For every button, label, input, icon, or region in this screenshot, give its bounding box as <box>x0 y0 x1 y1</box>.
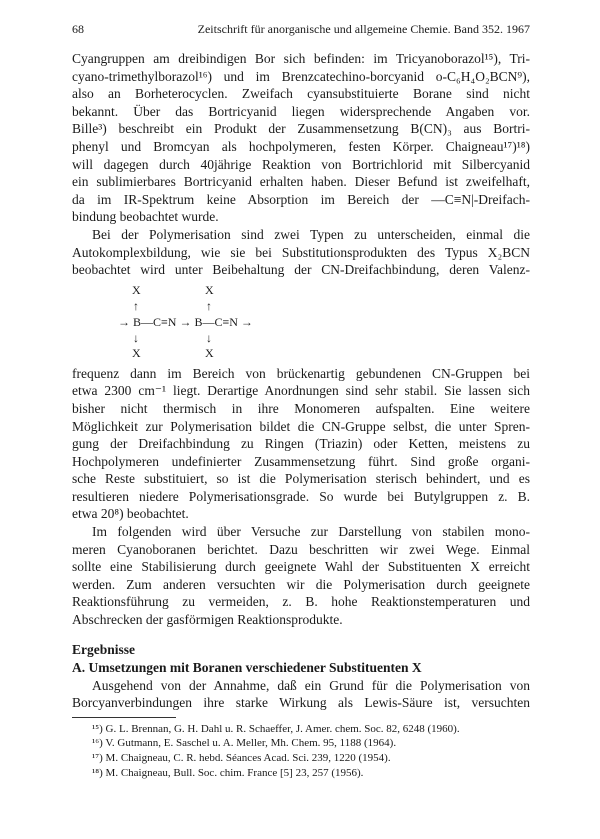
text-line: Möglichkeit zur Polymerisation bildet die CN-Gruppe selbst, die unter Spren- <box>72 418 530 434</box>
text-line: da im IR-Spektrum keine Absorption im Bereich der —C≡N|-Dreifach- <box>72 191 530 207</box>
formula-bond-up-2: ↑ <box>206 298 212 313</box>
page-number: 68 <box>72 22 84 36</box>
formula-x-bottom-2: X <box>205 345 214 360</box>
paragraph-2 <box>72 226 530 279</box>
footnotes <box>72 722 530 780</box>
text-line: etwa 20⁸) beobachtet. <box>72 506 189 522</box>
text-line: Bille³) beschreibt ein Produkt der Zusammensetzung B(CN)₃ aus Bortri- <box>72 121 530 137</box>
text-line: gung der Dreifachbindung zu Ringen (Triazin) oder Ketten, meistens zu <box>72 436 530 452</box>
text-line: Hochpolymeren undefinierter Zusammensetzung führt. Sind große organi- <box>72 453 530 469</box>
formula-x-top-1: X <box>132 282 141 297</box>
text-line: Reaktionsführung zu vermeiden, z. B. hohe Reaktionstemperaturen und <box>72 594 530 610</box>
footnote: ¹⁵) G. L. Brennan, G. H. Dahl u. R. Schaeffer, J. Amer. chem. Soc. 82, 6248 (1960). <box>92 722 460 735</box>
text-line: ein sublimierbares Bortricyanid erhalten haben. Dieser Befund ist zweifelhaft, <box>72 174 530 190</box>
text-line: phenyl und Bromcyan als hochpolymeren, festen Körper. Chaigneau¹⁷)¹⁸) <box>72 138 530 154</box>
journal-title: Zeitschrift für anorganische und allgemeine Chemie. Band 352. 1967 <box>197 22 530 36</box>
text-line: Bei der Polymerisation sind zwei Typen zu unterscheiden, einmal die <box>92 226 530 242</box>
text-line: also an Borheterocyclen. Zweifach cyansubstituierte Borane sind nicht <box>72 86 530 102</box>
text-line: Autokomplexbildung, wie sie bei Substitutionsprodukten des Typus X₂BCN <box>72 244 530 260</box>
footnote: ¹⁷) M. Chaigneau, C. R. hebd. Séances Acad. Sci. 239, 1220 (1954). <box>92 752 391 764</box>
paragraph-3 <box>72 365 530 523</box>
text-line: cyano-trimethylborazol¹⁶) und im Brenzcatechino-borcyanid o-C₆H₄O₂BCN⁹), <box>72 68 530 84</box>
text-line: frequenz dann im Bereich von brückenartig gebundenen CN-Gruppen bei <box>72 365 530 381</box>
text-line: Ausgehend von der Annahme, daß ein Grund für die Polymerisation von <box>92 677 530 693</box>
text-line: sollte eine Stabilisierung durch geeignete Wahl der Substituenten X erreicht <box>72 559 530 575</box>
text-line: Cyangruppen am dreibindigen Bor sich befinden: im Tricyanoborazol¹⁵), Tri- <box>72 51 530 66</box>
footnote: ¹⁶) V. Gutmann, E. Saschel u. A. Meller, Mh. Chem. 95, 1188 (1964). <box>92 737 397 750</box>
text-line: Borcyanverbindungen ihre starke Wirkung als Lewis-Säure ist, versuchten <box>72 695 530 711</box>
text-line: bisher nicht thermisch in ihre Monomeren aufspalten. Eine weitere <box>72 400 530 416</box>
paragraph-4 <box>72 523 530 629</box>
formula-x-bottom-1: X <box>132 345 141 360</box>
formula-chain: → B—C≡N → B—C≡N → <box>118 314 253 329</box>
page <box>72 22 530 780</box>
text-line: meren Cyanoboranen berichtet. Dazu beschritten wir zwei Wege. Einmal <box>72 541 530 557</box>
formula-x-top-2: X <box>205 282 214 297</box>
text-line: bindung beobachtet wurde. <box>72 209 219 225</box>
section-heading: Ergebnisse <box>72 641 136 657</box>
text-line: Im folgenden wird über Versuche zur Darstellung von stabilen mono- <box>92 524 530 540</box>
text-line: bekannt. Über das Bortricyanid liegen widersprechende Angaben vor. <box>72 103 530 119</box>
paragraph-1 <box>72 50 530 226</box>
formula-bond-up-1: ↑ <box>133 298 139 313</box>
text-line: werden. Zum anderen versuchten wir die Polymerisation durch geeignete <box>72 576 530 592</box>
text-line: will dagegen durch 40jährige Reaktion von Bortrichlorid mit Silbercyanid <box>72 156 530 172</box>
text-line: sche Reste substituiert, so ist die Polymerisation sterisch behindert, und es <box>72 471 530 487</box>
footnote: ¹⁸) M. Chaigneau, Bull. Soc. chim. France [5] 23, 257 (1956). <box>92 766 364 779</box>
article-body <box>72 50 530 780</box>
paragraph-5 <box>72 677 530 712</box>
subsection-heading: A. Umsetzungen mit Boranen verschiedener Substituenten X <box>72 659 422 675</box>
formula-bond-down-2: ↓ <box>206 330 212 345</box>
polymer-formula <box>72 279 530 365</box>
footnote-rule <box>72 717 176 718</box>
running-header <box>72 22 530 40</box>
text-line: resultieren niedere Polymerisationsgrade. So wurde bei Butylgruppen z. B. <box>72 488 530 504</box>
text-line: etwa 2300 cm⁻¹ liegt. Derartige Anordnungen sind sehr stabil. Sie lassen sich <box>72 383 530 399</box>
text-line: Abschrecken der gasförmigen Reaktionsprodukte. <box>72 612 343 628</box>
formula-bond-down-1: ↓ <box>133 330 139 345</box>
text-line: beobachtet wird unter Beibehaltung der CN-Dreifachbindung, deren Valenz- <box>72 262 530 278</box>
